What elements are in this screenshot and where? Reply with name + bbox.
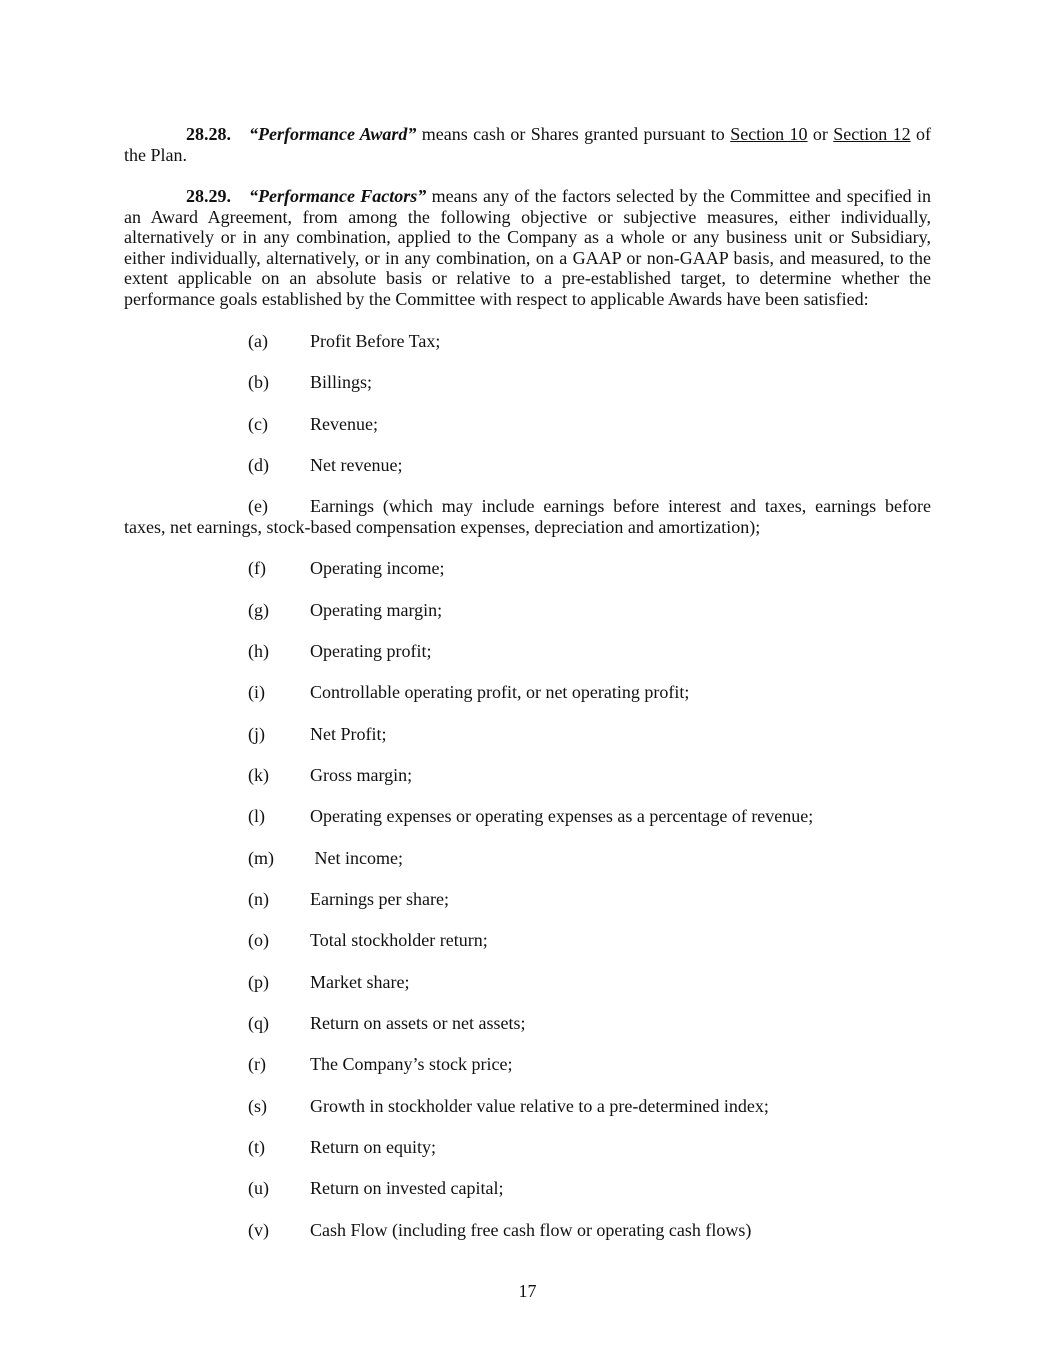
factor-item: [248, 765, 931, 786]
factor-label: (g): [248, 600, 269, 620]
section-text: means any of the factors selected by the Committee and specified in an Award Agreement, from among the following objective or subjective measures, either individually, alternatively or in any combination, applied to the Company as a whole or any business unit or Subsidiary, either individually, alternatively, or in any combination, on a GAAP or non-GAAP basis, and measured, to the extent applicable on an absolute basis or relative to a pre-established target, to determine whether the performance goals established by the Committee with respect to applicable Awards have been satisfied:: [124, 186, 931, 309]
factor-text: Gross margin;: [310, 765, 413, 785]
factor-label: (c): [248, 414, 268, 434]
page-number: 17: [518, 1281, 537, 1301]
factor-text: Net income;: [310, 848, 403, 868]
factor-label: (o): [248, 930, 269, 950]
factor-item: [248, 1137, 931, 1158]
factor-label: (d): [248, 455, 269, 475]
factor-text: Return on invested capital;: [310, 1178, 504, 1198]
factor-item: [248, 682, 931, 703]
factor-label: (j): [248, 724, 265, 744]
factor-text: Growth in stockholder value relative to a pre-determined index;: [310, 1096, 769, 1116]
factor-text: Net revenue;: [310, 455, 403, 475]
factor-item: [248, 641, 931, 662]
factor-label: (l): [248, 806, 265, 826]
defined-term: “Performance Factors”: [249, 186, 427, 206]
factor-text: Total stockholder return;: [310, 930, 488, 950]
factor-text: Billings;: [310, 372, 373, 392]
factor-label: (k): [248, 765, 269, 785]
factor-item: [248, 972, 931, 993]
factor-text: Operating income;: [310, 558, 445, 578]
factor-label: (h): [248, 641, 269, 661]
factor-text: Earnings (which may include earnings before interest and taxes, earnings before taxes, net earnings, stock-based compensation expenses, depreciation and amortization);: [124, 496, 931, 537]
factor-label: (q): [248, 1013, 269, 1033]
factor-text: The Company’s stock price;: [310, 1054, 513, 1074]
factor-text: Operating margin;: [310, 600, 443, 620]
factor-item: [248, 930, 931, 951]
factor-text: Net Profit;: [310, 724, 387, 744]
factor-item: [248, 1220, 931, 1241]
section-text: of the Plan.: [124, 124, 931, 165]
factor-item: [248, 806, 931, 827]
factor-text: Return on equity;: [310, 1137, 436, 1157]
factor-item: [248, 331, 931, 352]
factor-label: (a): [248, 331, 268, 351]
factor-item: [248, 724, 931, 745]
section-text: means cash or Shares granted pursuant to: [416, 124, 731, 144]
factor-label: (v): [248, 1220, 269, 1240]
factor-label: (b): [248, 372, 269, 392]
factor-item: [248, 1013, 931, 1034]
section-12-reference: Section 12: [833, 124, 911, 144]
factor-label: (r): [248, 1054, 266, 1074]
factor-label: (p): [248, 972, 269, 992]
factor-item: [124, 496, 931, 537]
factor-item: [248, 558, 931, 579]
factor-text: Profit Before Tax;: [310, 331, 441, 351]
factor-label: (f): [248, 558, 266, 578]
factor-item: [248, 372, 931, 393]
section-28-28: [124, 124, 931, 165]
factor-label: (e): [248, 496, 268, 516]
factor-text: Return on assets or net assets;: [310, 1013, 526, 1033]
factor-label: (n): [248, 889, 269, 909]
factor-item: [248, 414, 931, 435]
factor-label: (u): [248, 1178, 269, 1198]
factor-item: [248, 848, 931, 869]
factor-text: Cash Flow (including free cash flow or operating cash flows): [310, 1220, 752, 1240]
factor-text: Earnings per share;: [310, 889, 449, 909]
factor-item: [248, 600, 931, 621]
section-text: or: [807, 124, 834, 144]
factor-text: Revenue;: [310, 414, 378, 434]
section-number: 28.28.: [186, 124, 231, 144]
section-10-reference: Section 10: [730, 124, 808, 144]
defined-term: “Performance Award”: [249, 124, 417, 144]
factor-label: (s): [248, 1096, 267, 1116]
factor-item: [248, 1054, 931, 1075]
factor-item: [248, 455, 931, 476]
section-28-29: [124, 186, 931, 310]
factor-text: Operating profit;: [310, 641, 432, 661]
factor-text: Market share;: [310, 972, 410, 992]
factor-item: [248, 1178, 931, 1199]
section-number: 28.29.: [186, 186, 231, 206]
factor-text: Operating expenses or operating expenses as a percentage of revenue;: [310, 806, 814, 826]
factor-label: (i): [248, 682, 265, 702]
factor-label: (t): [248, 1137, 265, 1157]
factor-item: [248, 889, 931, 910]
factor-label: (m): [248, 848, 274, 868]
factor-item: [248, 1096, 931, 1117]
factor-text: Controllable operating profit, or net operating profit;: [310, 682, 690, 702]
